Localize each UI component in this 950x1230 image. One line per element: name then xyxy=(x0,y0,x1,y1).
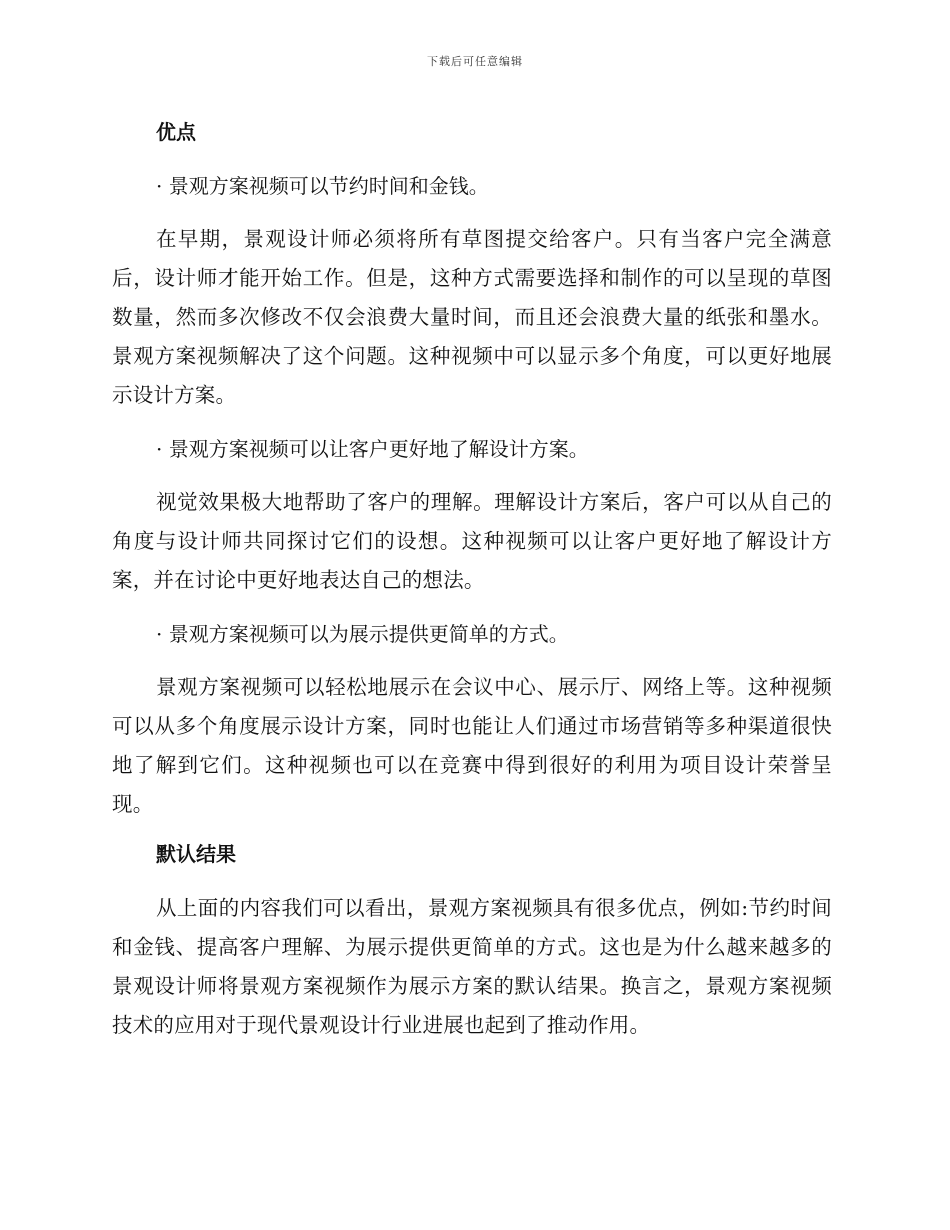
page-header-note: 下载后可任意编辑 xyxy=(427,55,523,68)
section-heading-default-result: 默认结果 xyxy=(156,842,236,866)
paragraph: 从上面的内容我们可以看出，景观方案视频具有很多优点，例如:节约时间和金钱、提高客户理解、为展示提供更简单的方式。这也是为什么越来越多的景观设计师将景观方案视频作为展示方案的默认结果。换言之，景观方案视频技术的应用对于现代景观设计行业进展也起到了推动作用。 xyxy=(112,896,832,1037)
paragraph: 在早期，景观设计师必须将所有草图提交给客户。只有当客户完全满意后，设计师才能开始工作。但是，这种方式需要选择和制作的可以呈现的草图数量，然而多次修改不仅会浪费大量时间，而且还会浪费大量的纸张和墨水。景观方案视频解决了这个问题。这种视频中可以显示多个角度，可以更好地展示设计方案。 xyxy=(112,227,832,407)
bullet-item: · 景观方案视频可以节约时间和金钱。 xyxy=(156,174,489,198)
document-body xyxy=(112,106,832,1055)
paragraph: 景观方案视频可以轻松地展示在会议中心、展示厅、网络上等。这种视频可以从多个角度展示设计方案，同时也能让人们通过市场营销等多种渠道很快地了解到它们。这种视频也可以在竞赛中得到很好的利用为项目设计荣誉呈现。 xyxy=(112,675,832,816)
bullet-item: · 景观方案视频可以为展示提供更简单的方式。 xyxy=(156,622,569,646)
section-heading-advantages: 优点 xyxy=(156,120,196,144)
bullet-item: · 景观方案视频可以让客户更好地了解设计方案。 xyxy=(156,437,589,461)
paragraph: 视觉效果极大地帮助了客户的理解。理解设计方案后，客户可以从自己的角度与设计师共同探讨它们的设想。这种视频可以让客户更好地了解设计方案，并在讨论中更好地表达自己的想法。 xyxy=(112,490,832,592)
